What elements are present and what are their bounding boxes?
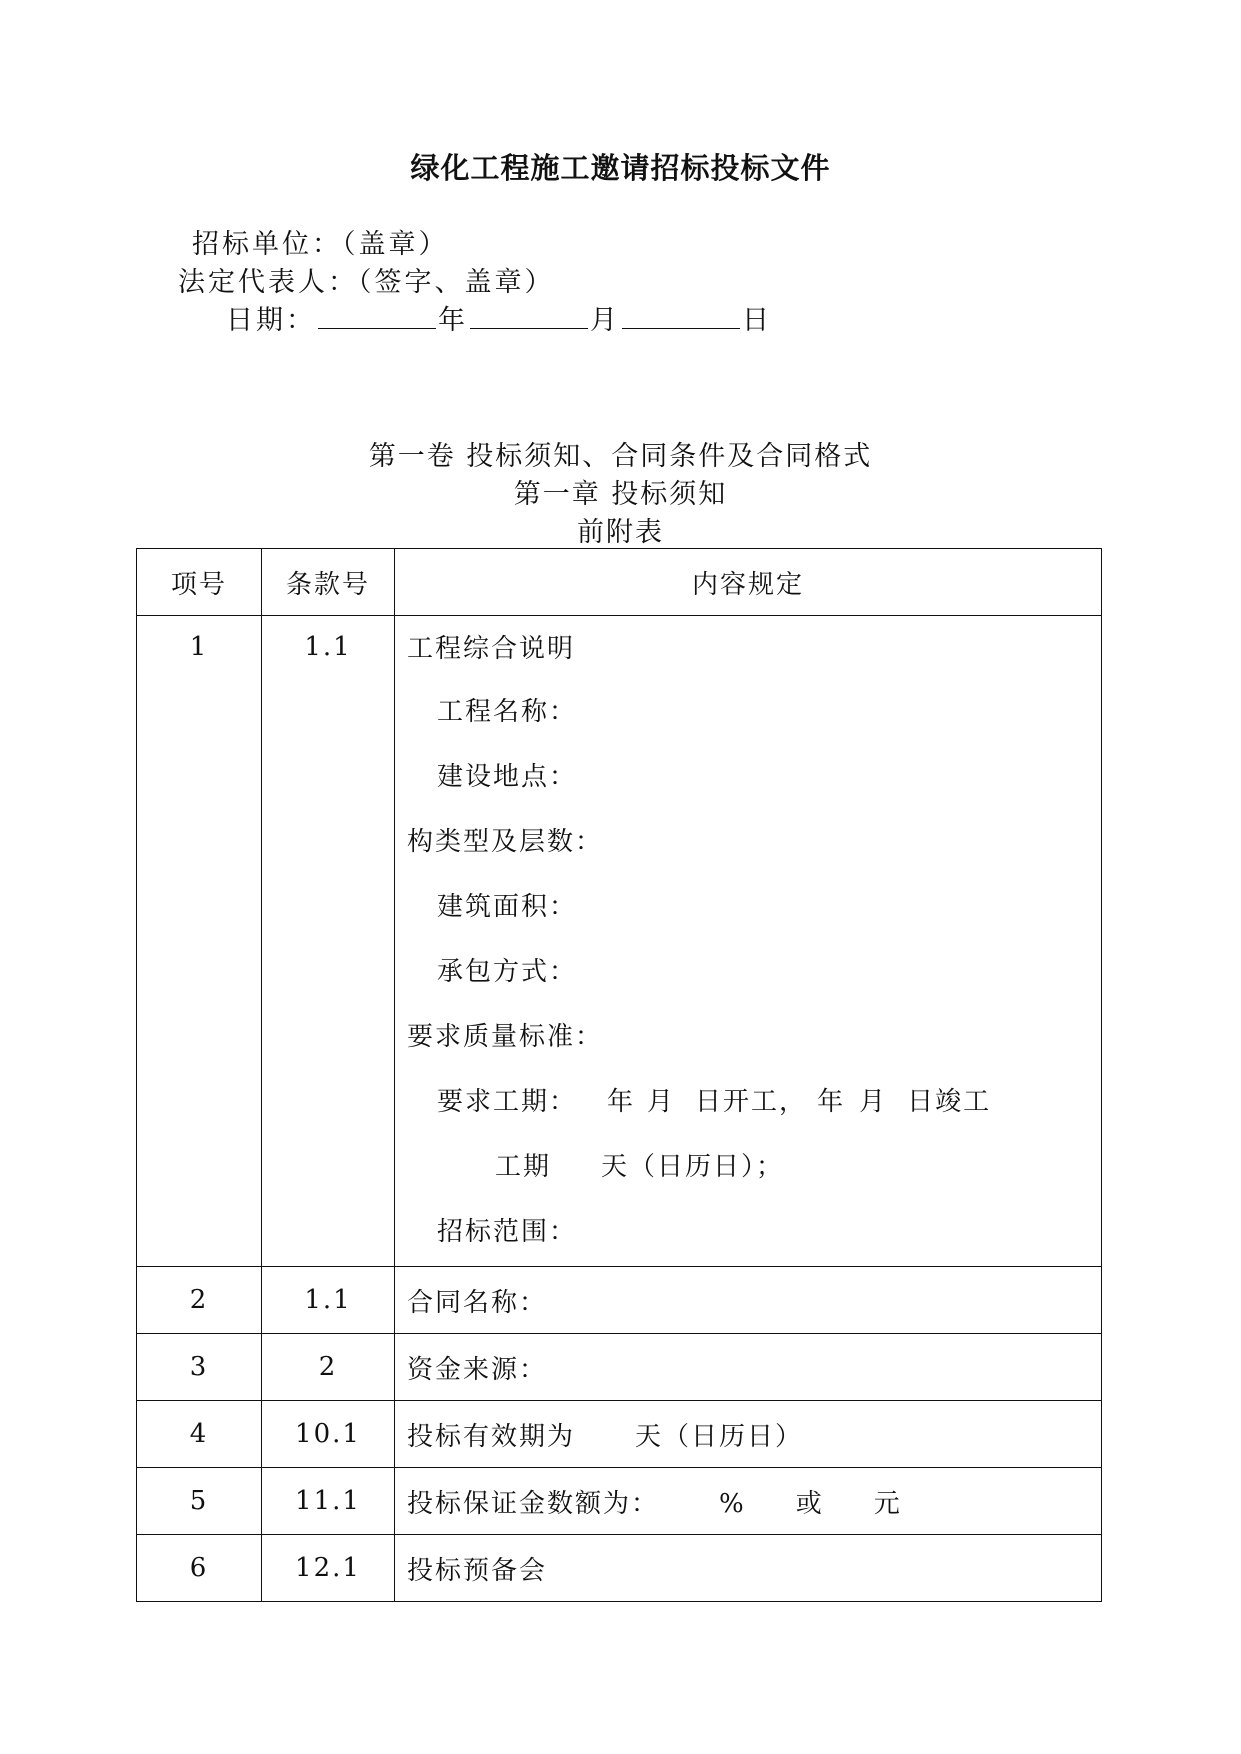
item-no-cell: 5 <box>137 1468 262 1535</box>
content-cell: 资金来源： <box>395 1334 1102 1401</box>
table-row <box>137 1267 1102 1334</box>
header-item-no: 项号 <box>137 549 262 616</box>
date-label: 日期： <box>226 305 316 336</box>
start-month-unit: 月 <box>647 1087 676 1117</box>
table-row <box>137 616 1102 1267</box>
item-no-cell: 6 <box>137 1535 262 1602</box>
document-title: 绿化工程施工邀请招标投标文件 <box>410 151 831 185</box>
content-line: 构类型及层数： <box>407 827 604 857</box>
year-blank <box>318 304 436 329</box>
content-cell <box>395 616 1102 1267</box>
year-unit: 年 <box>438 305 468 336</box>
table-header-row <box>137 549 1102 616</box>
schedule-line <box>407 1070 1100 1135</box>
clause-no-cell: 2 <box>262 1334 395 1401</box>
month-blank <box>470 304 588 329</box>
bond-label: 投标保证金数额为： <box>407 1488 660 1519</box>
validity-unit: 天（日历日） <box>635 1421 804 1452</box>
header-content: 内容规定 <box>395 549 1102 616</box>
day-blank <box>622 304 740 329</box>
item-no-cell: 2 <box>137 1267 262 1334</box>
table-row <box>137 1535 1102 1602</box>
clause-no-cell: 12.1 <box>262 1535 395 1602</box>
annex-table <box>136 548 1102 1602</box>
clause-no-cell: 1.1 <box>262 616 395 1267</box>
content-line: 建设地点： <box>437 762 578 792</box>
content-cell: 合同名称： <box>395 1267 1102 1334</box>
content-cell <box>395 1401 1102 1468</box>
end-year-unit: 年 <box>817 1087 846 1117</box>
bond-yuan: 元 <box>873 1488 902 1519</box>
start-day-text: 日开工， <box>695 1087 808 1117</box>
content-line: 承包方式： <box>437 957 578 987</box>
clause-no-cell: 1.1 <box>262 1267 395 1334</box>
item-no-cell: 4 <box>137 1401 262 1468</box>
duration-label: 工期 <box>495 1152 552 1182</box>
table-row <box>137 1401 1102 1468</box>
end-month-unit: 月 <box>859 1087 888 1117</box>
duration-unit: 天（日历日）； <box>601 1152 785 1182</box>
table-row <box>137 1334 1102 1401</box>
content-cell: 投标预备会 <box>395 1535 1102 1602</box>
volume-title: 第一卷 投标须知、合同条件及合同格式 <box>368 441 873 472</box>
bond-or: 或 <box>795 1488 824 1519</box>
date-line <box>226 298 772 337</box>
item-no-cell: 1 <box>137 616 262 1267</box>
item-no-cell: 3 <box>137 1334 262 1401</box>
clause-no-cell: 10.1 <box>262 1401 395 1468</box>
chapter-title: 第一章 投标须知 <box>513 479 728 510</box>
schedule-label: 要求工期： <box>437 1087 578 1117</box>
bond-percent: % <box>719 1488 746 1519</box>
start-year-unit: 年 <box>607 1087 636 1117</box>
table-row <box>137 1468 1102 1535</box>
content-line: 要求质量标准： <box>407 1022 604 1052</box>
validity-label: 投标有效期为 <box>407 1421 576 1452</box>
content-cell <box>395 1468 1102 1535</box>
header-clause-no: 条款号 <box>262 549 395 616</box>
annex-table-title: 前附表 <box>577 517 664 548</box>
representative-line: 法定代表人：（签字、盖章） <box>178 267 555 298</box>
clause-no-cell: 11.1 <box>262 1468 395 1535</box>
end-day-text: 日竣工 <box>907 1087 992 1117</box>
content-line: 建筑面积： <box>437 892 578 922</box>
day-unit: 日 <box>742 305 772 336</box>
content-line: 招标范围： <box>437 1217 578 1247</box>
content-line: 工程名称： <box>437 697 578 727</box>
content-line: 工程综合说明 <box>407 634 576 664</box>
month-unit: 月 <box>590 305 620 336</box>
duration-line <box>407 1135 1100 1200</box>
issuer-line: 招标单位：（盖章） <box>192 229 449 260</box>
